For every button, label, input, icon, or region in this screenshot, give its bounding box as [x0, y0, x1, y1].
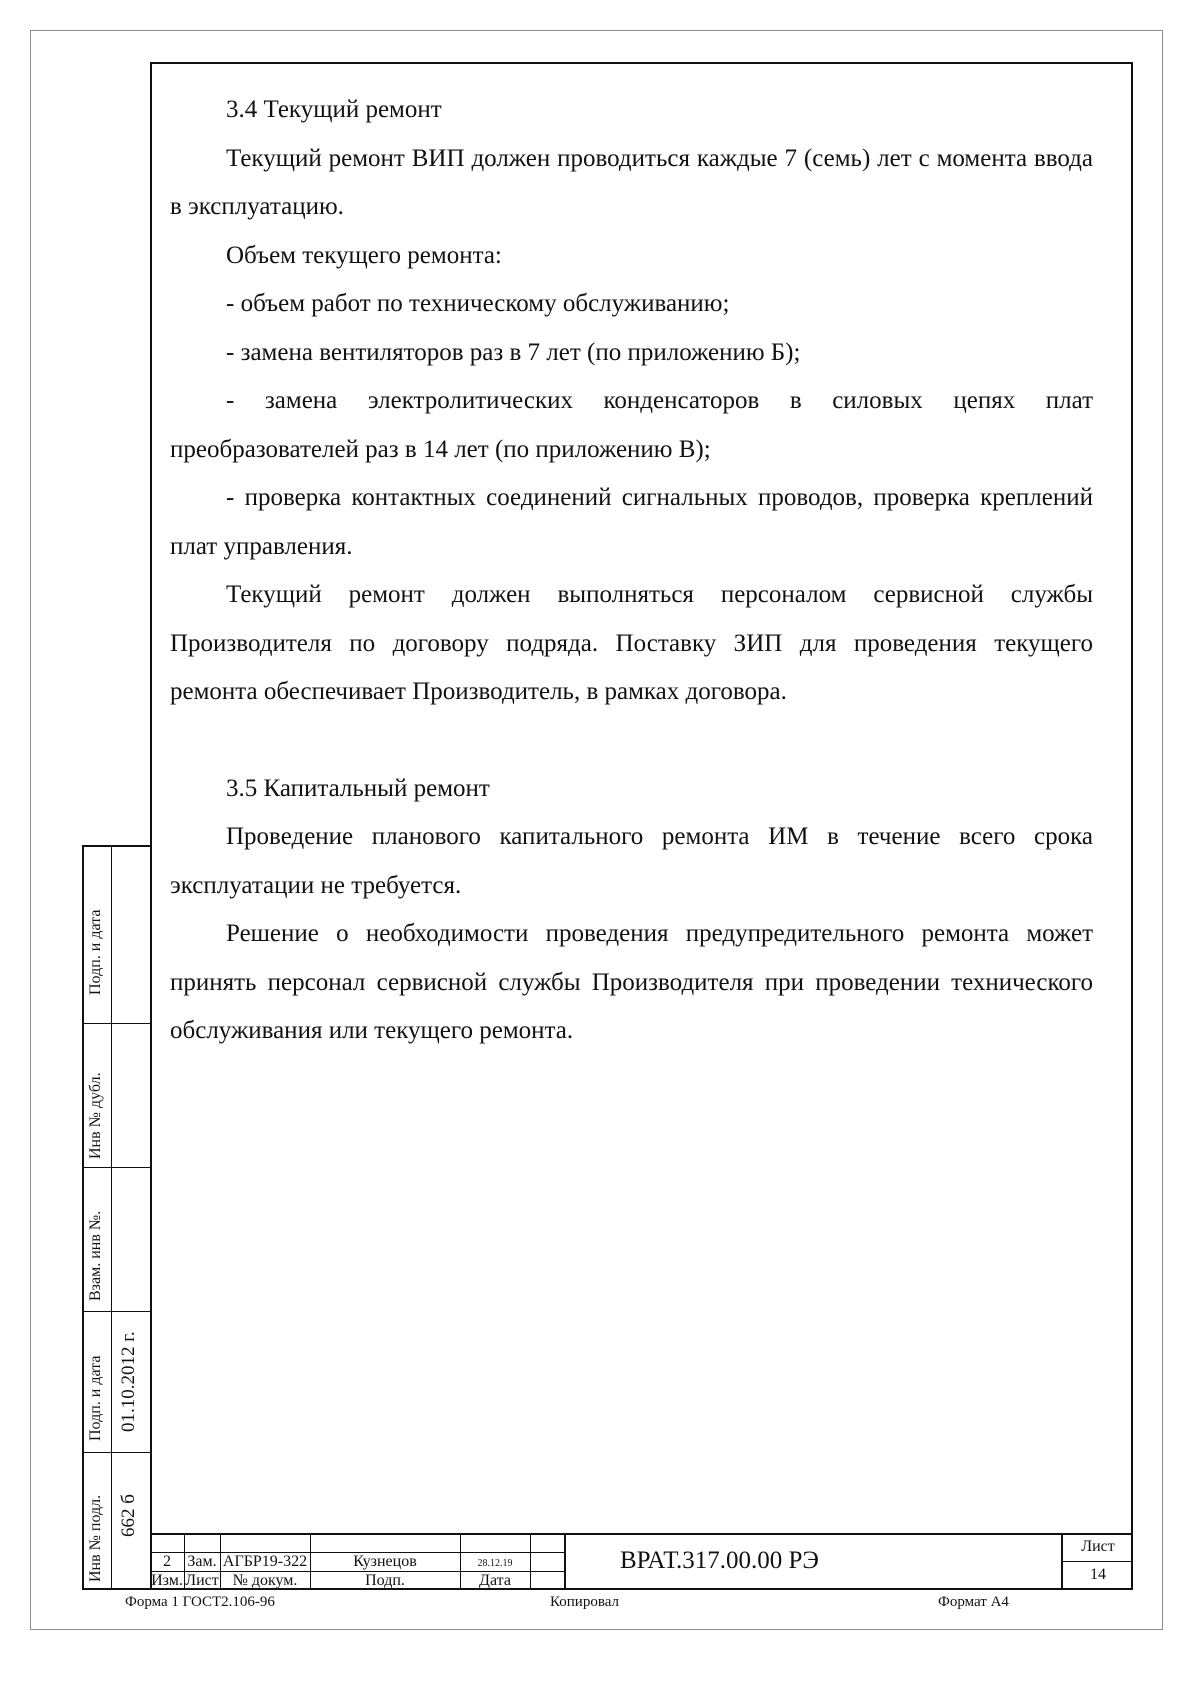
side-inv-podl-value: 662 б	[118, 1494, 139, 1537]
paragraph: Решение о необходимости проведения предупредительного ремонта может принять персонал сервисной службы Производителя при проведении технического обслуживания или текущего ремонта.	[170, 920, 1093, 1044]
list-item: - замена вентиляторов раз в 7 лет (по приложению Б);	[226, 338, 801, 366]
side-label-podp-data: Подп. и дата	[87, 909, 104, 995]
list-value: Зам.	[187, 1553, 217, 1570]
section-heading: 3.4 Текущий ремонт	[226, 96, 442, 123]
list-item: - проверка контактных соединений сигнальных проводов, проверка креплений плат управления.	[170, 484, 1093, 560]
title-block	[150, 1533, 1133, 1590]
document-body	[170, 86, 1093, 1056]
side-label-inv-dubl: Инв № дубл.	[87, 1072, 104, 1159]
sheet-label: Лист	[1081, 1538, 1115, 1555]
paragraph: Проведение планового капитального ремонта ИМ в течение всего срока эксплуатации не требуется.	[170, 823, 1093, 899]
footer-format: Формат А4	[938, 1594, 1009, 1610]
doc-number-value: АГБР19-322	[222, 1553, 308, 1570]
list-label: Лист	[185, 1572, 219, 1589]
paragraph: Текущий ремонт должен выполняться персоналом сервисной службы Производителя по договору подряда. Поставку ЗИП для проведения текущего ремонта обеспечивает Производитель, в рамках договора.	[170, 581, 1093, 705]
list-item: - замена электролитических конденсаторов в силовых цепях плат преобразователей раз в 14 лет (по приложению В);	[170, 387, 1093, 463]
signature-label: Подп.	[365, 1572, 405, 1589]
document-designation: ВРАТ.317.00.00 РЭ	[620, 1547, 819, 1574]
side-label-inv-podl: Инв № подл.	[87, 1494, 104, 1582]
izm-label: Изм.	[151, 1572, 183, 1589]
footer-form: Форма 1 ГОСТ2.106-96	[125, 1594, 275, 1610]
signature-value: Кузнецов	[353, 1553, 417, 1570]
list-item: - объем работ по техническому обслуживанию;	[226, 290, 730, 317]
side-stamp	[82, 845, 150, 1590]
date-label: Дата	[479, 1572, 511, 1589]
izm-value: 2	[163, 1553, 171, 1570]
doc-number-label: № докум.	[232, 1572, 298, 1589]
side-date-value: 01.10.2012 г.	[118, 1331, 139, 1432]
paragraph: Объем текущего ремонта:	[226, 241, 502, 269]
section-heading: 3.5 Капитальный ремонт	[226, 774, 490, 802]
side-label-podp-data-2: Подп. и дата	[87, 1355, 104, 1441]
date-value: 28.12.19	[477, 1558, 513, 1569]
sheet-number: 14	[1090, 1566, 1106, 1583]
side-label-vzam-inv: Взам. инв №.	[87, 1210, 104, 1301]
footer-copied: Копировал	[550, 1594, 619, 1610]
paragraph: Текущий ремонт ВИП должен проводиться каждые 7 (семь) лет с момента ввода в эксплуатацию.	[170, 144, 1093, 220]
